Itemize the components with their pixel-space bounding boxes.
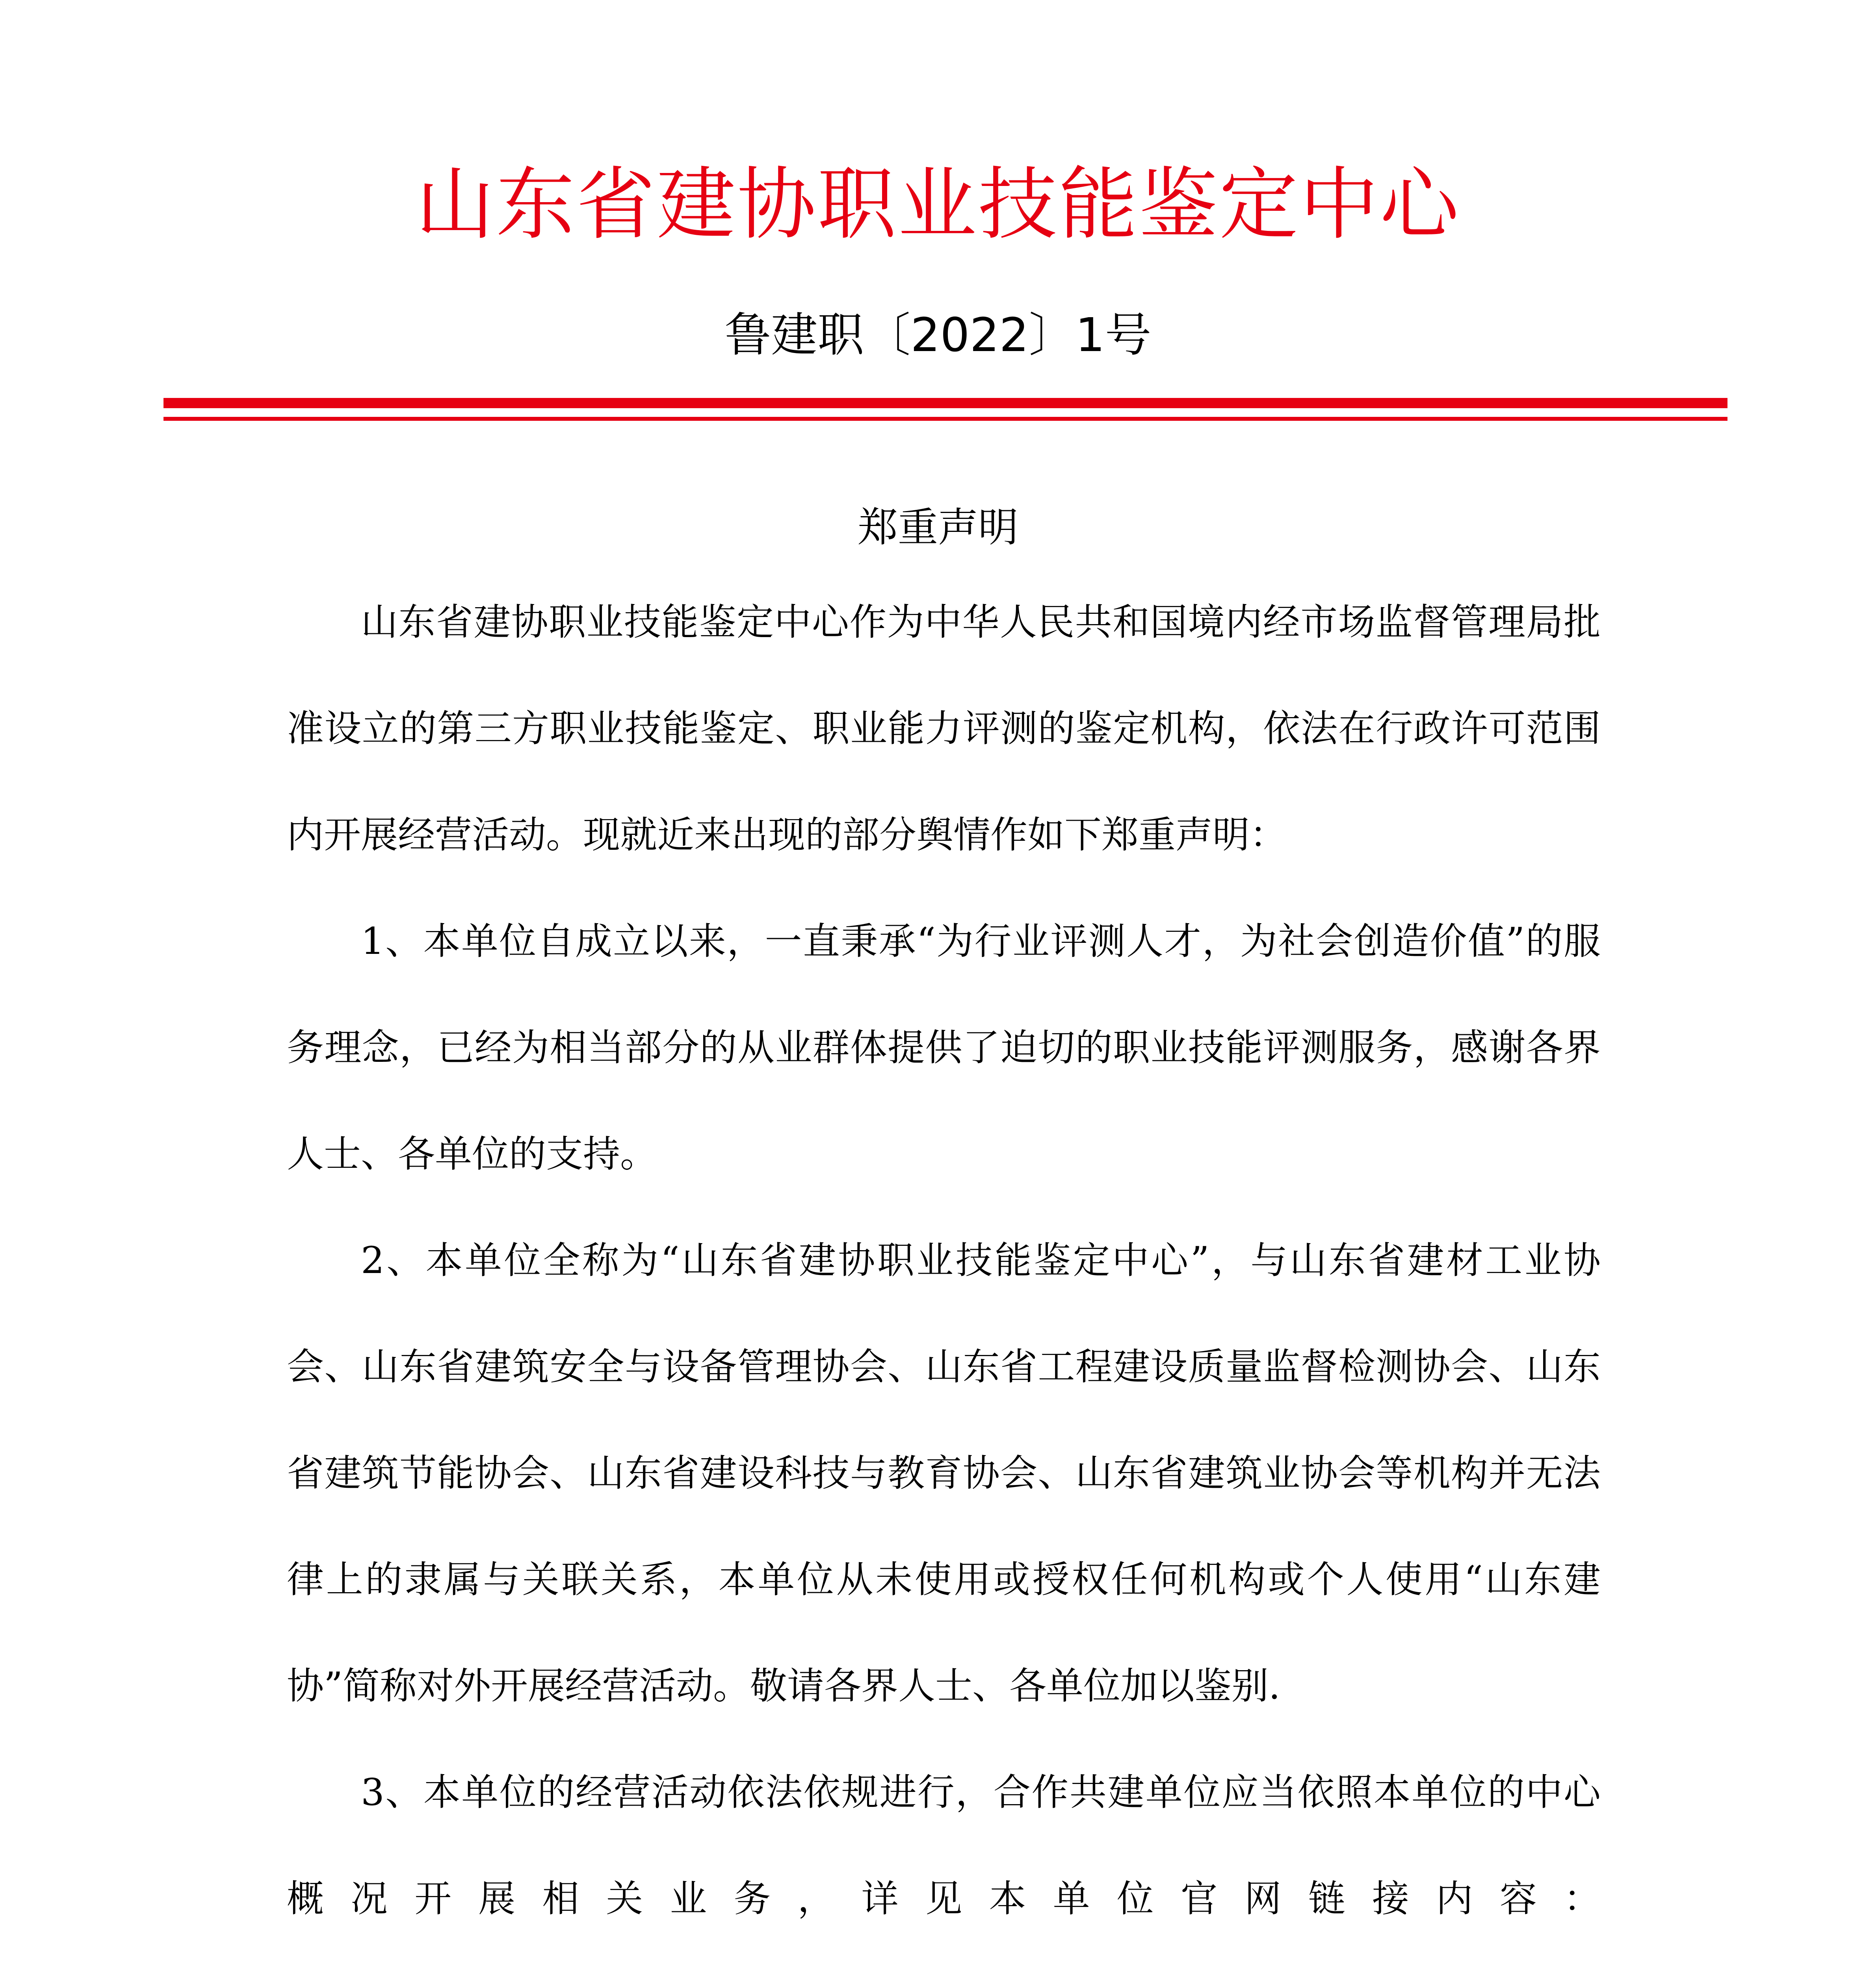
header-rule-thin [163,417,1727,421]
paragraph-intro: 山东省建协职业技能鉴定中心作为中华人民共和国境内经市场监督管理局批准设立的第三方职业技能鉴定、职业能力评测的鉴定机构，依法在行政许可范围内开展经营活动。现就近来出现的部分舆情作如下郑重声明： [287,601,1601,857]
org-title: 山东省建协职业技能鉴定中心 [415,159,1460,251]
declaration-title: 郑重声明 [858,504,1018,551]
paragraph-2: 2、本单位全称为“山东省建协职业技能鉴定中心”，与山东省建材工业协会、山东省建筑安全与设备管理协会、山东省工程建设质量监督检测协会、山东省建筑节能协会、山东省建设科技与教育协会、山东省建筑业协会等机构并无法律上的隶属与关联关系，本单位从未使用或授权任何机构或个人使用“山东建协”简称对外开展经营活动。敬请各界人士、各单位加以鉴别. [287,1239,1601,1708]
document-number: 鲁建职〔2022〕1号 [724,308,1152,362]
paragraph-3 [287,1740,1601,1970]
declaration-body [287,569,1601,1970]
paragraph-3-text: 3、本单位的经营活动依法依规进行，合作共建单位应当依照本单位的中心概况开展相关业务，详见本单位官网链接内容： [287,1771,1601,1920]
paragraph-1: 1、本单位自成立以来，一直秉承“为行业评测人才，为社会创造价值”的服务理念，已经为相当部分的从业群体提供了迫切的职业技能评测服务，感谢各界人士、各单位的支持。 [287,920,1601,1176]
header-rule-thick [163,398,1727,408]
